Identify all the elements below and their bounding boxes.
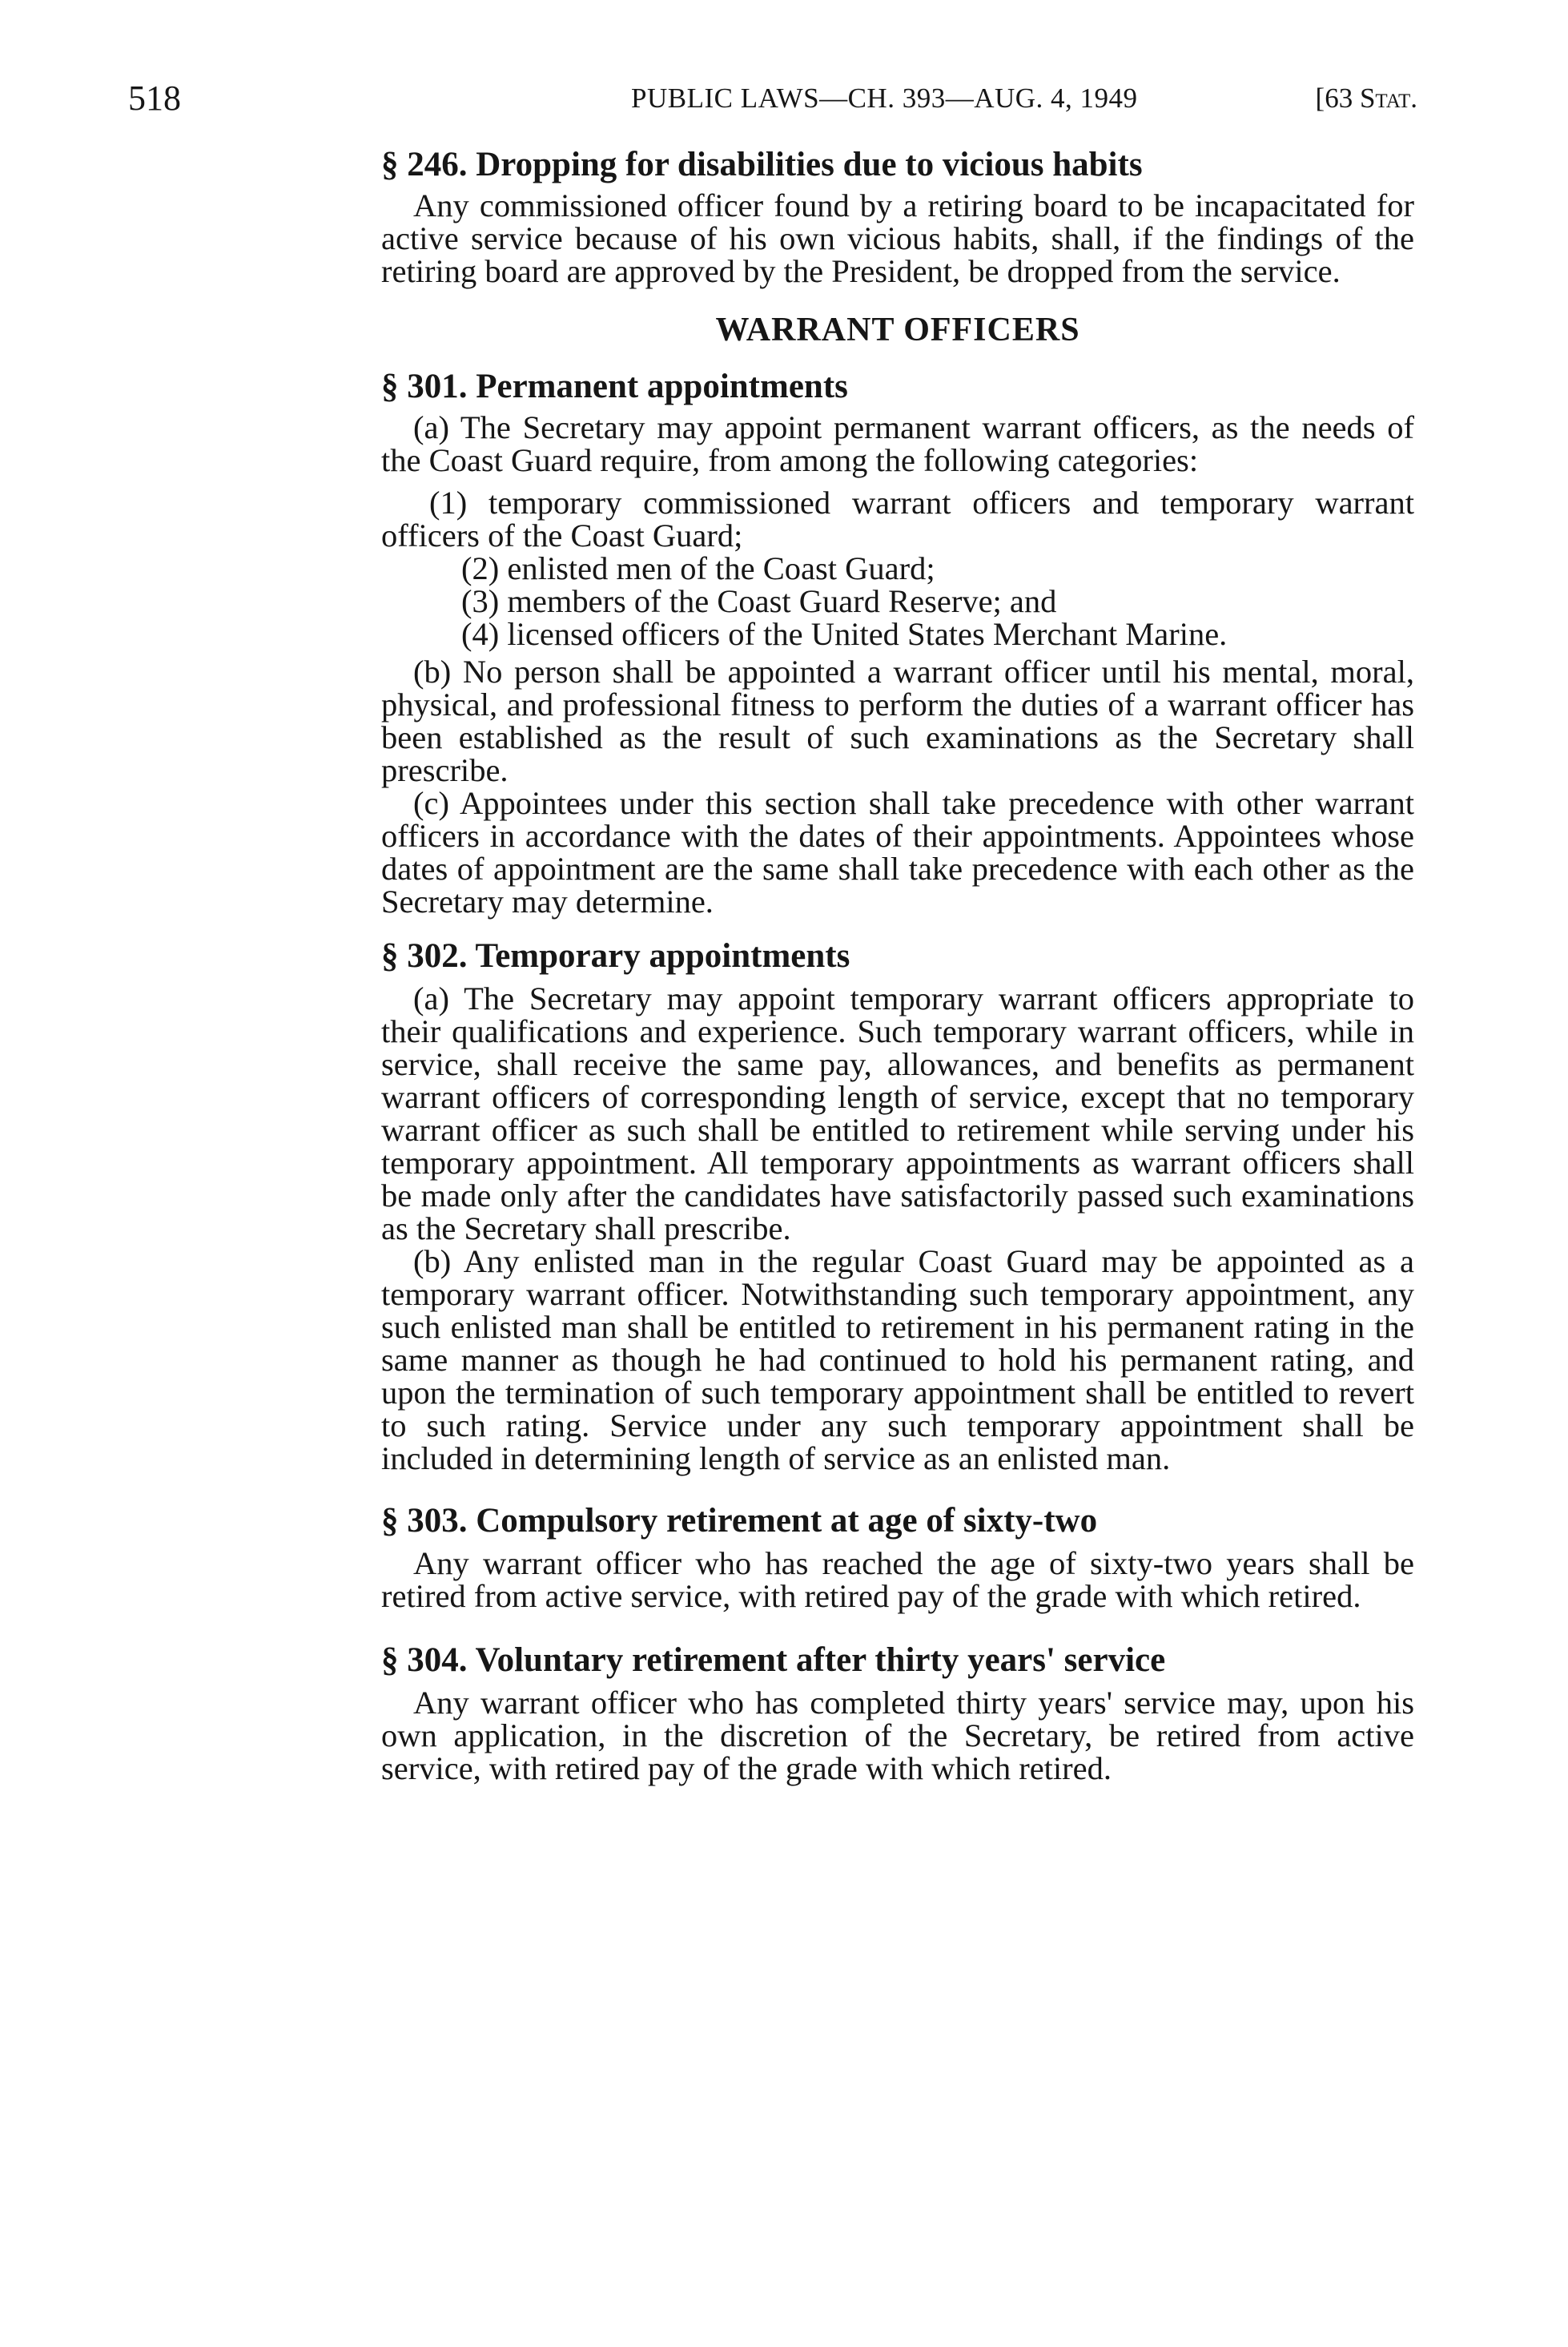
- section-302-a: (a) The Secretary may appoint temporary warrant officers appropriate to their qualifications and experience. Such temporary warrant officers, while in service, shall receive the same pay, allowances, and benefits as permanent warrant officers of corresponding length of service, except that no temporary warrant officer as such shall be entitled to retirement while serving under his temporary appointment. All temporary appointments as warrant officers shall be made only after the candidates have satisfactorily passed such examinations as the Secretary shall prescribe.: [381, 980, 1414, 1246]
- section-246-text: Any commissioned officer found by a retiring board to be incapacitated for active service because of his own vicious habits, shall, if the findings of the retiring board are approved by the President, be dropped from the service.: [381, 187, 1414, 289]
- section-303-text: Any warrant officer who has reached the age of sixty-two years shall be retired from active service, with retired pay of the grade with which retired.: [381, 1545, 1414, 1614]
- section-304-text: Any warrant officer who has completed thirty years' service may, upon his own application, in the discretion of the Secretary, be retired from active service, with retired pay of the grade with which retired.: [381, 1685, 1414, 1786]
- section-301-a: (a) The Secretary may appoint permanent warrant officers, as the needs of the Coast Guard require, from among the following categories:: [381, 409, 1414, 478]
- page-number: 518: [128, 79, 181, 118]
- section-301-heading: § 301. Permanent appointments: [381, 368, 848, 405]
- warrant-officers-subtitle: WARRANT OFFICERS: [715, 312, 1080, 348]
- section-301-c: (c) Appointees under this section shall take precedence with other warrant officers in accordance with the dates of their appointments. Appointees whose dates of appointment are the same shall take precedence with each other as the Secretary may determine.: [381, 785, 1414, 920]
- section-304-heading: § 304. Voluntary retirement after thirty years' service: [381, 1641, 1166, 1679]
- section-302-b: (b) Any enlisted man in the regular Coast Guard may be appointed as a temporary warrant officer. Notwithstanding such temporary appointment, any such enlisted man shall be entitled to retirement in his permanent rating in the same manner as though he had continued to hold his permanent rating, and upon the termination of such temporary appointment shall be entitled to revert to such rating. Service under any such temporary appointment shall be included in determining length of service as an enlisted man.: [381, 1243, 1414, 1476]
- section-301-item-4: (4) licensed officers of the United States Merchant Marine.: [461, 616, 1228, 652]
- text-column: [381, 144, 1414, 1785]
- section-246-heading: § 246. Dropping for disabilities due to vicious habits: [381, 146, 1143, 183]
- section-302-heading: § 302. Temporary appointments: [381, 937, 850, 975]
- section-303-heading: § 303. Compulsory retirement at age of sixty-two: [381, 1502, 1098, 1540]
- header-title: PUBLIC LAWS—CH. 393—AUG. 4, 1949: [631, 83, 1138, 114]
- citation-volume: [63: [1315, 83, 1360, 114]
- running-header: [128, 79, 1417, 119]
- section-301-item-2: (2) enlisted men of the Coast Guard;: [461, 550, 935, 586]
- header-citation: [1316, 79, 1417, 119]
- citation-stat: Stat.: [1359, 83, 1417, 114]
- section-301-item-3: (3) members of the Coast Guard Reserve; and: [461, 583, 1057, 619]
- section-301-b: (b) No person shall be appointed a warrant officer until his mental, moral, physical, and professional fitness to perform the duties of a warrant officer has been established as the result of such examinations as the Secretary shall prescribe.: [381, 654, 1414, 788]
- section-301-item-1: (1) temporary commissioned warrant officers and temporary warrant officers of the Coast Guard;: [381, 485, 1414, 554]
